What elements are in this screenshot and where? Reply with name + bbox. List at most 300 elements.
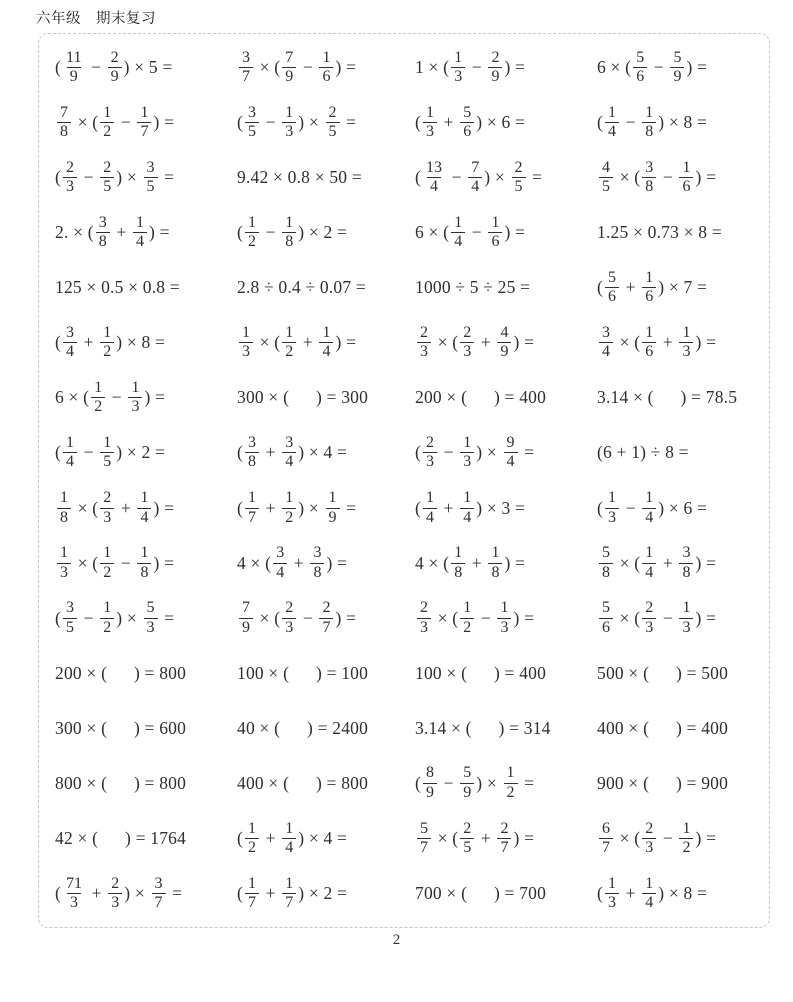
math-text: ( <box>55 167 62 188</box>
fraction <box>245 820 259 858</box>
math-text: ( <box>415 497 422 518</box>
math-text: + <box>111 222 132 243</box>
problem-r2-c3 <box>415 95 597 150</box>
problem-r6-c1 <box>55 315 237 370</box>
math-text: ( <box>237 442 244 463</box>
fraction-denominator: 5 <box>63 618 77 637</box>
fraction-denominator: 3 <box>57 563 71 582</box>
fraction-numerator: 2 <box>500 819 509 837</box>
fraction <box>460 104 474 142</box>
math-text: + <box>261 497 281 518</box>
fraction-denominator: 8 <box>57 122 71 141</box>
fraction <box>460 434 474 472</box>
fraction-numerator: 1 <box>140 103 149 121</box>
fraction <box>282 489 296 527</box>
math-text: + <box>476 827 496 848</box>
fraction <box>642 875 656 913</box>
fraction-denominator: 9 <box>497 342 511 361</box>
math-text: = <box>519 442 535 463</box>
fraction <box>504 434 518 472</box>
fraction-numerator: 3 <box>242 48 250 66</box>
fraction-denominator: 2 <box>679 838 693 857</box>
fraction-numerator: 1 <box>608 103 617 121</box>
problem-r2-c2 <box>237 95 415 150</box>
math-text: ) = <box>335 57 357 78</box>
fraction <box>57 489 71 527</box>
fraction-denominator: 3 <box>282 618 296 637</box>
fraction-denominator: 7 <box>319 618 333 637</box>
fraction-denominator: 4 <box>133 232 147 251</box>
problem-r11-c3 <box>415 591 597 646</box>
fraction <box>63 49 84 87</box>
fraction-denominator: 2 <box>282 342 296 361</box>
fraction-denominator: 4 <box>423 508 437 527</box>
math-text: − <box>298 57 318 78</box>
fraction <box>679 599 693 637</box>
fraction-denominator: 7 <box>239 67 253 86</box>
fraction-numerator: 3 <box>313 544 322 562</box>
fraction <box>326 104 340 142</box>
fraction-denominator: 4 <box>460 508 474 527</box>
fraction-numerator: 2 <box>420 599 428 617</box>
fraction <box>460 764 474 802</box>
fraction-numerator: 1 <box>608 489 617 507</box>
problem-r14-c2 <box>237 756 415 811</box>
math-text: = <box>341 497 357 518</box>
math-text: + <box>289 552 309 573</box>
fraction <box>319 324 333 362</box>
problem-r5-c3 <box>415 260 597 315</box>
math-text: ) = <box>695 332 717 353</box>
fraction <box>670 49 684 87</box>
fraction <box>460 489 474 527</box>
fraction <box>488 544 502 582</box>
fraction-numerator: 1 <box>682 323 691 341</box>
math-text: ) = <box>149 222 170 243</box>
problem-r12-c1 <box>55 646 237 701</box>
fraction-numerator: 1 <box>645 103 654 121</box>
fraction-numerator: 7 <box>242 599 250 617</box>
fraction-denominator: 6 <box>642 342 656 361</box>
fraction-numerator: 1 <box>682 819 691 837</box>
fraction-numerator: 3 <box>602 323 610 341</box>
fraction-denominator: 3 <box>144 618 158 637</box>
fraction-denominator: 4 <box>282 838 296 857</box>
fraction <box>239 599 253 637</box>
fraction <box>137 489 151 527</box>
fraction <box>282 214 296 252</box>
fraction <box>245 434 259 472</box>
problem-r5-c4 <box>597 260 767 315</box>
fraction <box>599 820 613 858</box>
math-text: ( <box>237 882 244 903</box>
math-text: − <box>86 57 106 78</box>
fraction <box>245 104 259 142</box>
problem-r15-c1 <box>55 811 237 866</box>
fraction <box>144 599 158 637</box>
math-text: ( <box>55 882 62 903</box>
fraction <box>239 49 253 87</box>
fraction <box>497 820 511 858</box>
fraction <box>423 489 437 527</box>
fraction-denominator: 4 <box>63 342 77 361</box>
math-text: ( <box>55 57 62 78</box>
math-text: (6 + 1) ÷ 8 = <box>597 442 689 463</box>
math-text: + <box>116 497 136 518</box>
fraction-denominator: 2 <box>245 232 259 251</box>
math-text: ) × <box>124 882 150 903</box>
fraction-numerator: 5 <box>420 819 428 837</box>
fraction <box>245 214 259 252</box>
fraction-numerator: 8 <box>426 764 435 782</box>
problem-r8-c1 <box>55 425 237 480</box>
fraction-denominator: 3 <box>679 342 693 361</box>
fraction-numerator: 7 <box>60 103 68 121</box>
fraction <box>152 875 166 913</box>
fraction-numerator: 1 <box>140 489 149 507</box>
problem-r10-c1 <box>55 536 237 591</box>
problem-r9-c1 <box>55 481 237 536</box>
fraction-numerator: 1 <box>491 213 500 231</box>
math-text: 1.25 × 0.73 × 8 = <box>597 222 722 243</box>
fraction-denominator: 2 <box>100 122 114 141</box>
fraction-numerator: 3 <box>66 599 75 617</box>
math-text: ) × 7 = <box>658 277 708 298</box>
fraction-denominator: 5 <box>326 122 340 141</box>
fraction-denominator: 3 <box>417 618 431 637</box>
problem-r13-c2 <box>237 701 415 756</box>
fraction-denominator: 4 <box>319 342 333 361</box>
fraction-denominator: 2 <box>100 342 114 361</box>
fraction-numerator: 2 <box>426 434 435 452</box>
math-text: ) × <box>116 167 142 188</box>
fraction-numerator: 4 <box>500 323 509 341</box>
math-text: ( <box>597 277 604 298</box>
math-text: ) = <box>695 167 717 188</box>
fraction-numerator: 1 <box>608 874 617 892</box>
fraction-numerator: 3 <box>248 103 257 121</box>
fraction <box>642 269 656 307</box>
fraction-denominator: 7 <box>245 893 259 912</box>
math-text: 3.14 × ( ) = 314 <box>415 717 551 738</box>
fraction-denominator: 4 <box>642 563 656 582</box>
fraction-denominator: 7 <box>245 508 259 527</box>
math-text: = <box>167 882 183 903</box>
fraction <box>273 544 287 582</box>
problems-grid <box>55 40 767 921</box>
fraction-denominator: 2 <box>100 563 114 582</box>
math-text: 200 × ( ) = 400 <box>415 387 547 408</box>
math-text: 400 × ( ) = 800 <box>237 772 369 793</box>
fraction-numerator: 6 <box>602 819 610 837</box>
fraction-numerator: 1 <box>322 48 331 66</box>
fraction-numerator: 5 <box>602 544 610 562</box>
fraction-denominator: 7 <box>282 893 296 912</box>
math-text: + <box>261 442 281 463</box>
math-text: ( <box>237 112 244 133</box>
fraction <box>488 214 502 252</box>
fraction-numerator: 1 <box>682 158 691 176</box>
fraction-numerator: 1 <box>103 599 112 617</box>
fraction-numerator: 3 <box>66 323 75 341</box>
worksheet-border <box>38 33 770 928</box>
math-text: ) × 4 = <box>298 827 348 848</box>
fraction-denominator: 5 <box>100 177 114 196</box>
fraction-numerator: 5 <box>146 599 155 617</box>
math-text: ) = <box>686 57 708 78</box>
problem-r11-c1 <box>55 591 237 646</box>
fraction <box>451 214 465 252</box>
math-text: − <box>79 167 99 188</box>
math-text: + <box>621 277 641 298</box>
fraction-denominator: 2 <box>460 618 474 637</box>
fraction-denominator: 3 <box>423 452 437 471</box>
fraction <box>605 104 619 142</box>
fraction-numerator: 1 <box>491 544 500 562</box>
fraction <box>642 544 656 582</box>
problem-r3-c2 <box>237 150 415 205</box>
math-text: × ( <box>433 827 459 848</box>
fraction-numerator: 1 <box>285 213 294 231</box>
fraction-denominator: 5 <box>100 452 114 471</box>
fraction-numerator: 1 <box>242 323 250 341</box>
fraction-denominator: 6 <box>605 287 619 306</box>
fraction <box>633 49 647 87</box>
fraction-denominator: 4 <box>273 563 287 582</box>
math-text: + <box>476 332 496 353</box>
math-text: 2.8 ÷ 0.4 ÷ 0.07 = <box>237 277 366 298</box>
math-text: − <box>649 57 669 78</box>
fraction <box>282 599 296 637</box>
fraction-denominator: 6 <box>319 67 333 86</box>
math-text: 40 × ( ) = 2400 <box>237 717 369 738</box>
problem-r1-c3 <box>415 40 597 95</box>
fraction <box>100 544 114 582</box>
fraction <box>100 489 114 527</box>
math-text: × ( <box>255 332 281 353</box>
fraction-numerator: 1 <box>454 544 463 562</box>
problem-r14-c3 <box>415 756 597 811</box>
problem-r4-c3 <box>415 205 597 260</box>
problem-r2-c4 <box>597 95 767 150</box>
fraction-denominator: 9 <box>282 67 296 86</box>
fraction-numerator: 3 <box>248 434 257 452</box>
fraction-numerator: 3 <box>146 158 155 176</box>
fraction <box>63 599 77 637</box>
fraction-numerator: 3 <box>285 434 294 452</box>
math-text: ( <box>55 607 62 628</box>
fraction <box>642 599 656 637</box>
fraction-denominator: 8 <box>310 563 324 582</box>
fraction <box>460 820 474 858</box>
math-text: ) = <box>153 497 175 518</box>
fraction-numerator: 1 <box>285 489 294 507</box>
fraction-denominator: 3 <box>497 618 511 637</box>
fraction <box>100 104 114 142</box>
fraction-numerator: 11 <box>66 48 82 66</box>
problem-r8-c2 <box>237 425 415 480</box>
math-text: ) × 2 = <box>298 882 348 903</box>
math-text: − <box>107 387 127 408</box>
math-text: × ( <box>433 607 459 628</box>
fraction <box>642 104 656 142</box>
math-text: ) × <box>116 607 142 628</box>
fraction-denominator: 3 <box>239 342 253 361</box>
problem-r3-c4 <box>597 150 767 205</box>
math-text: = <box>159 167 175 188</box>
fraction-numerator: 1 <box>682 599 691 617</box>
math-text: ) × 8 = <box>658 112 708 133</box>
fraction <box>599 324 613 362</box>
problem-r9-c3 <box>415 481 597 536</box>
fraction-denominator: 4 <box>282 452 296 471</box>
fraction-denominator: 3 <box>605 893 619 912</box>
math-text: ) × <box>298 112 324 133</box>
fraction-numerator: 5 <box>463 764 472 782</box>
math-text: + <box>439 497 459 518</box>
fraction-denominator: 9 <box>239 618 253 637</box>
problem-r8-c3 <box>415 425 597 480</box>
fraction-denominator: 3 <box>282 122 296 141</box>
fraction-denominator: 5 <box>460 838 474 857</box>
fraction-numerator: 2 <box>491 48 500 66</box>
fraction <box>310 544 324 582</box>
fraction-denominator: 8 <box>451 563 465 582</box>
problem-r13-c4 <box>597 701 767 756</box>
fraction <box>108 49 122 87</box>
fraction-denominator: 4 <box>504 452 518 471</box>
problem-r10-c3 <box>415 536 597 591</box>
problem-r15-c3 <box>415 811 597 866</box>
math-text: ) × <box>298 497 324 518</box>
fraction <box>423 159 445 197</box>
math-text: + <box>261 882 281 903</box>
fraction <box>245 875 259 913</box>
math-text: + <box>658 332 678 353</box>
fraction-numerator: 1 <box>136 213 145 231</box>
math-text: × ( <box>615 827 641 848</box>
math-text: + <box>467 552 487 573</box>
math-text: ) × 5 = <box>123 57 173 78</box>
problem-r13-c1 <box>55 701 237 756</box>
fraction-denominator: 5 <box>245 122 259 141</box>
math-text: ) = <box>695 827 717 848</box>
math-text: − <box>298 607 318 628</box>
fraction <box>96 214 110 252</box>
math-text: ( <box>597 497 604 518</box>
fraction <box>642 820 656 858</box>
fraction-numerator: 13 <box>426 158 443 176</box>
fraction-denominator: 9 <box>326 508 340 527</box>
problem-r12-c4 <box>597 646 767 701</box>
fraction-denominator: 3 <box>108 893 122 912</box>
fraction <box>642 489 656 527</box>
fraction <box>460 324 474 362</box>
fraction <box>63 434 77 472</box>
math-text: ( <box>55 332 62 353</box>
math-text: 1 × ( <box>415 57 450 78</box>
math-text: 100 × ( ) = 100 <box>237 662 369 683</box>
fraction <box>497 599 511 637</box>
fraction-numerator: 1 <box>426 103 435 121</box>
math-text: 300 × ( ) = 600 <box>55 717 187 738</box>
math-text: × ( <box>615 607 641 628</box>
problem-r12-c3 <box>415 646 597 701</box>
math-text: ) × 4 = <box>298 442 348 463</box>
fraction <box>679 544 693 582</box>
fraction <box>468 159 482 197</box>
math-text: 900 × ( ) = 900 <box>597 772 729 793</box>
problem-r1-c2 <box>237 40 415 95</box>
problem-r16-c1 <box>55 866 237 921</box>
problem-r13-c3 <box>415 701 597 756</box>
fraction-numerator: 1 <box>131 379 140 397</box>
math-text: ) × <box>484 167 510 188</box>
fraction-numerator: 3 <box>98 213 107 231</box>
math-text: − <box>467 222 487 243</box>
fraction <box>245 489 259 527</box>
fraction <box>282 49 296 87</box>
problem-r7-c4 <box>597 370 767 425</box>
fraction <box>599 544 613 582</box>
fraction-numerator: 1 <box>248 213 257 231</box>
problem-r16-c3 <box>415 866 597 921</box>
fraction-numerator: 1 <box>66 434 75 452</box>
fraction <box>282 875 296 913</box>
math-text: ( <box>415 112 422 133</box>
fraction <box>239 324 253 362</box>
fraction <box>100 434 114 472</box>
fraction-denominator: 9 <box>423 783 437 802</box>
fraction <box>63 875 85 913</box>
fraction-numerator: 2 <box>322 599 331 617</box>
math-text: × ( <box>615 167 641 188</box>
math-text: + <box>621 882 641 903</box>
fraction-denominator: 9 <box>488 67 502 86</box>
math-text: × ( <box>615 332 641 353</box>
math-text: 2. × ( <box>55 222 94 243</box>
fraction <box>63 159 77 197</box>
math-text: − <box>467 57 487 78</box>
math-text: = <box>341 112 357 133</box>
math-text: − <box>658 827 678 848</box>
fraction-numerator: 2 <box>463 819 472 837</box>
fraction-numerator: 1 <box>248 489 257 507</box>
fraction <box>144 159 158 197</box>
math-text: 500 × ( ) = 500 <box>597 662 729 683</box>
fraction-numerator: 1 <box>645 874 654 892</box>
fraction-denominator: 6 <box>460 122 474 141</box>
fraction-denominator: 6 <box>679 177 693 196</box>
fraction-numerator: 1 <box>328 489 337 507</box>
problem-r10-c2 <box>237 536 415 591</box>
math-text: × ( <box>255 57 281 78</box>
fraction <box>512 159 526 197</box>
problem-r4-c1 <box>55 205 237 260</box>
fraction-denominator: 3 <box>642 618 656 637</box>
fraction <box>605 875 619 913</box>
problem-r2-c1 <box>55 95 237 150</box>
fraction <box>100 324 114 362</box>
problem-r1-c4 <box>597 40 767 95</box>
problem-r9-c4 <box>597 481 767 536</box>
fraction <box>137 544 151 582</box>
fraction-numerator: 7 <box>285 48 294 66</box>
math-text: ) × 2 = <box>116 442 166 463</box>
math-text: + <box>298 332 318 353</box>
fraction-denominator: 3 <box>423 122 437 141</box>
fraction-numerator: 3 <box>645 158 654 176</box>
